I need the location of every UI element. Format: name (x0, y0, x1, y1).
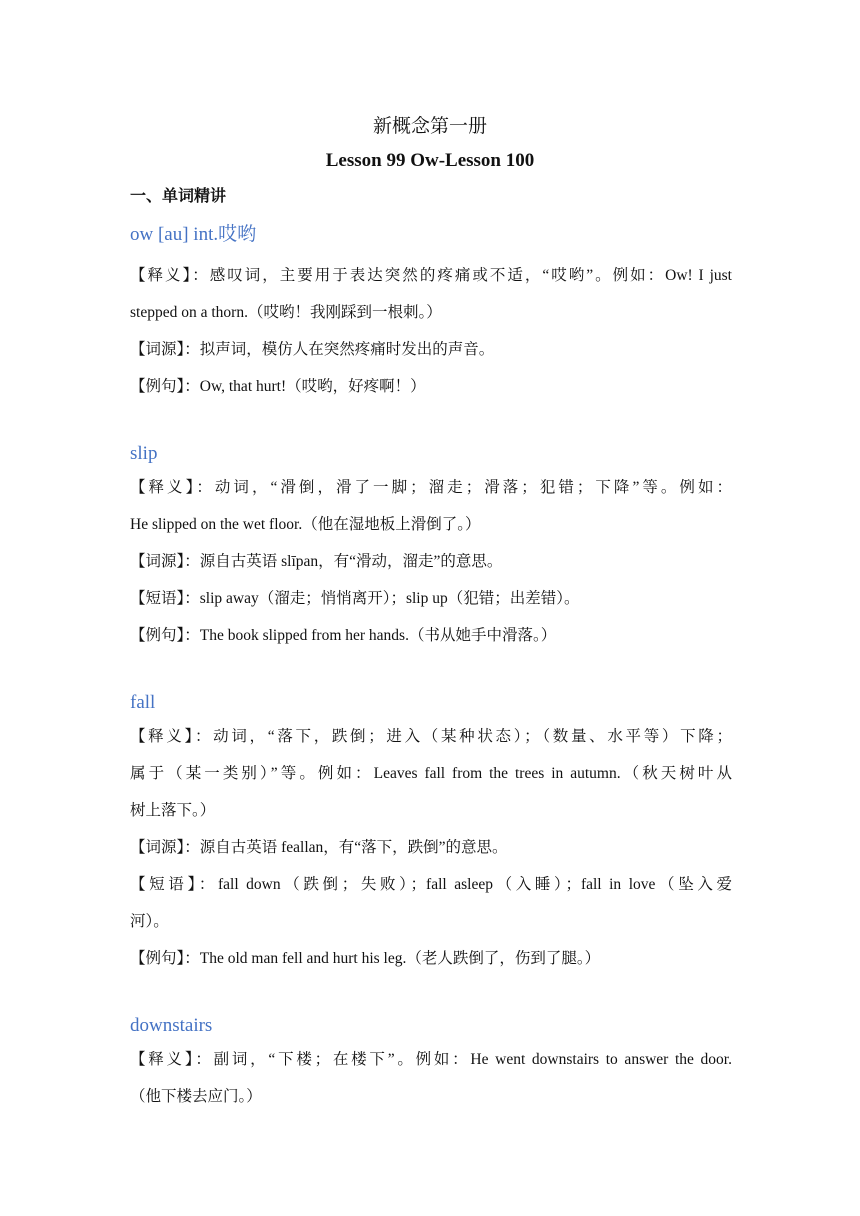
entry-line: 树上落下。） (130, 802, 216, 819)
entry-line: stepped on a thorn.（哎哟！我刚踩到一根刺。） (130, 304, 442, 321)
word-heading-downstairs: downstairs (130, 1015, 213, 1036)
entry-line: 【释义】：感叹词，主要用于表达突然的疼痛或不适，“哎哟”。例如：Ow! I just (130, 267, 732, 284)
entry-line: 【释义】：副词，“下楼；在楼下”。例如：He went downstairs to answer the door. (130, 1051, 732, 1068)
word-heading-slip: slip (130, 443, 158, 464)
section-heading: 一、单词精讲 (130, 186, 227, 205)
entry-line: 【释义】：动词，“落下，跌倒；进入（某种状态）；（数量、水平等）下降； (130, 728, 732, 745)
entry-line: 【例句】：The old man fell and hurt his leg.（老人跌倒了，伤到了腿。） (130, 950, 601, 967)
entry-line: 属于（某一类别）”等。例如：Leaves fall from the trees in autumn.（秋天树叶从 (130, 765, 732, 782)
entry-line: 【词源】：源自古英语 feallan，有“落下，跌倒”的意思。 (130, 839, 508, 856)
entry-line: 【释义】：动词，“滑倒，滑了一脚；溜走；滑落；犯错；下降”等。例如： (130, 479, 732, 496)
entry-line: 【词源】：源自古英语 slīpan，有“滑动，溜走”的意思。 (130, 553, 503, 570)
entry-line: He slipped on the wet floor.（他在湿地板上滑倒了。） (130, 516, 481, 533)
word-heading-ow: ow [au] int.哎哟 (130, 224, 257, 245)
entry-line: 河）。 (130, 913, 169, 930)
series-title: 新概念第一册 (372, 115, 487, 137)
entry-line: 【例句】：Ow, that hurt!（哎哟，好疼啊！） (130, 378, 426, 395)
lesson-title: Lesson 99 Ow-Lesson 100 (325, 150, 535, 171)
entry-line: 【短语】：slip away（溜走；悄悄离开）；slip up（犯错；出差错）。 (130, 590, 580, 607)
entry-line: 【词源】：拟声词，模仿人在突然疼痛时发出的声音。 (130, 341, 495, 358)
entry-line: 【短语】：fall down（跌倒；失败）；fall asleep（入睡）；fall in love（坠入爱 (130, 876, 732, 893)
word-heading-fall: fall (130, 692, 156, 713)
entry-line: （他下楼去应门。） (130, 1088, 262, 1105)
entry-line: 【例句】：The book slipped from her hands.（书从她手中滑落。） (130, 627, 557, 644)
